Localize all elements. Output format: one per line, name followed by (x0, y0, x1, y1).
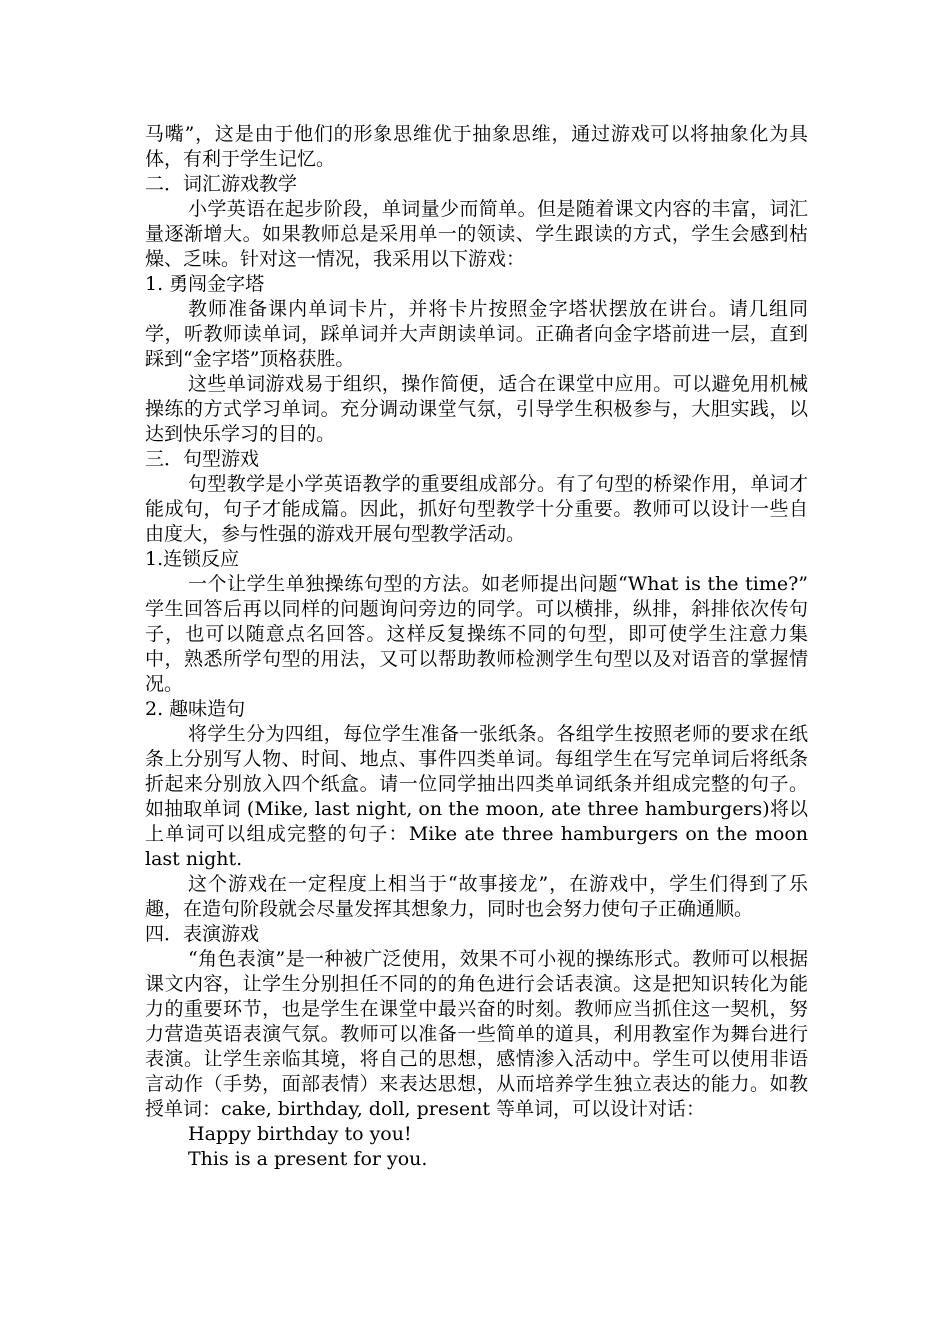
subheading-pyramid-game: 1. 勇闯金字塔 (145, 273, 265, 295)
paragraph-pyramid-game: 教师准备课内单词卡片，并将卡片按照金字塔状摆放在讲台。请几组同学，听教师读单词，踩单词并大声朗读单词。正确者向金字塔前进一层，直到踩到“金字塔”顶格获胜。 (145, 298, 808, 370)
paragraph-vocabulary-intro: 小学英语在起步阶段，单词量少而简单。但是随着课文内容的丰富，词汇量逐渐增大。如果教师总是采用单一的领读、学生跟读的方式，学生会感到枯燥、乏味。针对这一情况，我采用以下游戏： (145, 198, 808, 270)
section-heading-sentence-games: 三．句型游戏 (145, 448, 260, 470)
paragraph-sentence-intro: 句型教学是小学英语教学的重要组成部分。有了句型的桥梁作用，单词才能成句，句子才能成篇。因此，抓好句型教学十分重要。教师可以设计一些自由度大，参与性强的游戏开展句型教学活动。 (145, 473, 808, 545)
paragraph-role-play: “角色表演”是一种被广泛使用，效果不可小视的操练形式。教师可以根据课文内容，让学生分别担任不同的的角色进行会话表演。这是把知识转化为能力的重要环节，也是学生在课堂中最兴奋的时刻。教师应当抓住这一契机，努力营造英语表演气氛。教师可以准备一些简单的道具，利用教室作为舞台进行表演。让学生亲临其境，将自己的思想，感情渗入活动中。学生可以使用非语言动作（手势，面部表情）来表达思想，从而培养学生独立表达的能力。如教授单词：cake, birthday, doll, present 等单词，可以设计对话： (145, 948, 808, 1120)
paragraph-word-games-summary: 这些单词游戏易于组织，操作简便，适合在课堂中应用。可以避免用机械操练的方式学习单词。充分调动课堂气氛，引导学生积极参与，大胆实践，以达到快乐学习的目的。 (145, 373, 808, 445)
section-heading-performance-games: 四．表演游戏 (145, 923, 260, 945)
paragraph-story-chain: 这个游戏在一定程度上相当于“故事接龙”，在游戏中，学生们得到了乐趣，在造句阶段就会尽量发挥其想象力，同时也会努力使句子正确通顺。 (145, 873, 808, 920)
subheading-chain-reaction: 1.连锁反应 (145, 548, 240, 570)
document-body (145, 122, 808, 1172)
section-heading-vocabulary-games: 二．词汇游戏教学 (145, 173, 298, 195)
subheading-fun-sentences: 2. 趣味造句 (145, 698, 246, 720)
paragraph-chain-reaction: 一个让学生单独操练句型的方法。如老师提出问题“What is the time?” 学生回答后再以同样的问题询问旁边的同学。可以横排，纵排，斜排依次传句子，也可以随意点名回答。这样反复操练不同的句型，即可使学生注意力集中，熟悉所学句型的用法，又可以帮助教师检测学生句型以及对语音的掌握情况。 (145, 573, 808, 695)
paragraph-fun-sentences: 将学生分为四组，每位学生准备一张纸条。各组学生按照老师的要求在纸条上分别写人物、时间、地点、事件四类单词。每组学生在写完单词后将纸条折起来分别放入四个纸盒。请一位同学抽出四类单词纸条并组成完整的句子。如抽取单词 (Mike, last night, on the moon, ate three hamburgers)将以上单词可以组成完整的句子：Mike ate three hamburgers on the moon last night. (145, 723, 808, 870)
dialog-line-2: This is a present for you. (188, 1148, 428, 1170)
dialog-line-1: Happy birthday to you! (188, 1123, 412, 1145)
paragraph-intro-continuation: 马嘴”，这是由于他们的形象思维优于抽象思维，通过游戏可以将抽象化为具体，有利于学生记忆。 (145, 123, 808, 170)
